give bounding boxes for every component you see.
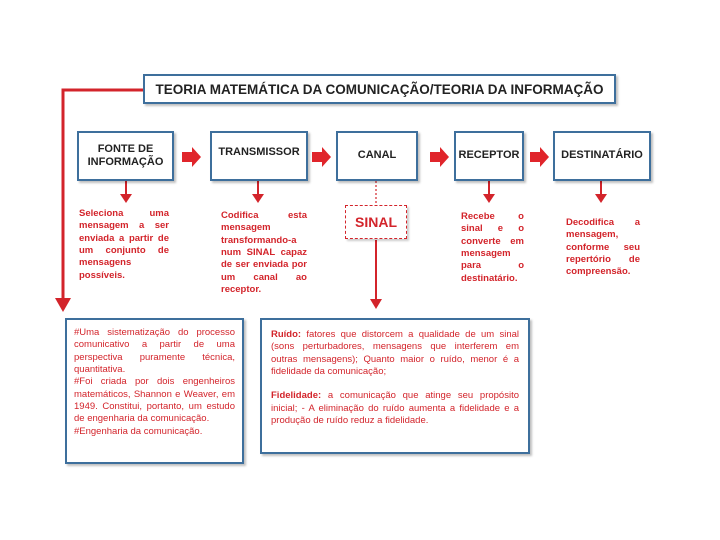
left-connector-arrowhead [55, 298, 71, 312]
down-arrow-destinatario [595, 181, 607, 203]
node-destinatario [553, 131, 651, 181]
ruido-paragraph [271, 329, 519, 378]
ruido-text: fatores que distorcem a qualidade de um sinal (sons perturbadores, mensagens que interferem em outras mensagens); Quanto maior o ruído, menor é a fidelidade da comunicação; [271, 329, 519, 378]
diagram-title: TEORIA MATEMÁTICA DA COMUNICAÇÃO/TEORIA DA INFORMAÇÃO [143, 74, 616, 104]
left-info-line-3: #Engenharia da comunicação. [74, 425, 203, 437]
arrow-transmissor-canal [312, 147, 331, 167]
arrow-canal-receptor [430, 147, 449, 167]
right-info-box [260, 318, 530, 454]
node-canal [336, 131, 418, 181]
node-canal-label: CANAL [357, 149, 397, 162]
down-arrow-sinal [370, 240, 382, 309]
node-fonte [77, 131, 174, 181]
node-transmissor-label: TRANSMISSOR [218, 146, 300, 158]
desc-fonte: Seleciona uma mensagem a ser enviada a partir de um conjunto de mensagens possíveis. [79, 208, 169, 281]
left-info-box [65, 318, 244, 464]
node-transmissor [210, 131, 308, 181]
fidelidade-text: a comunicação que atinge seu propósito inicial; - A eliminação do ruído aumenta a fidelidade e a produção de ruído reduz a fidelidade. [271, 390, 519, 427]
arrow-fonte-transmissor [182, 147, 201, 167]
left-info-line-1: #Uma sistematização do processo comunicativo a partir de uma perspectiva puramente técnica, quantitativa. [74, 327, 235, 376]
left-info-line-2: #Foi criada por dois engenheiros matemáticos, Shannon e Weaver, em 1949. Constitui, portanto, um estudo de engenharia da comunicação. [74, 376, 235, 425]
node-destinatario-label: DESTINATÁRIO [561, 149, 643, 162]
node-fonte-label: FONTE DE INFORMAÇÃO [87, 142, 164, 168]
fidelidade-paragraph [271, 390, 519, 427]
desc-receptor: Recebe o sinal e o converte em mensagem para o destinatário. [461, 211, 524, 284]
signal-box: SINAL [345, 205, 407, 239]
node-receptor-label: RECEPTOR [458, 149, 520, 162]
arrow-receptor-destinatario [530, 147, 549, 167]
desc-transmissor: Codifica esta mensagem transformando-a num SINAL capaz de ser enviada por um canal ao receptor. [221, 210, 307, 296]
desc-destinatario: Decodifica a mensagem, conforme seu repertório de compreensão. [566, 217, 640, 278]
down-arrow-receptor [483, 181, 495, 203]
down-arrow-fonte [120, 181, 132, 203]
ruido-label: Ruído: [271, 329, 302, 340]
fidelidade-label: Fidelidade: [271, 390, 322, 402]
node-receptor [454, 131, 524, 181]
down-arrow-transmissor [252, 181, 264, 203]
